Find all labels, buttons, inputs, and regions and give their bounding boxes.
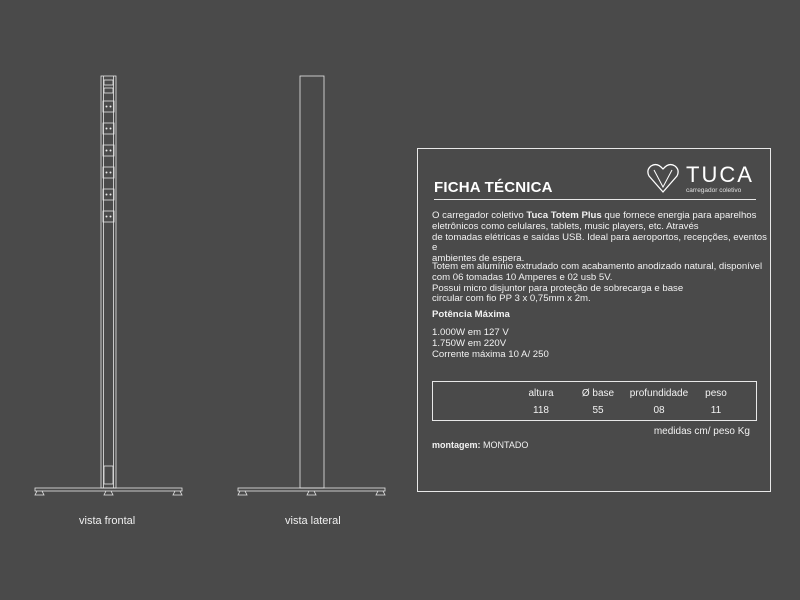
- front-view-caption: vista frontal: [79, 515, 136, 527]
- socket: [103, 145, 114, 156]
- side-view-caption: vista lateral: [285, 515, 341, 527]
- mounting-label: montagem:: [432, 440, 481, 450]
- dimension-header: peso: [705, 388, 727, 399]
- description-text: que fornece energia para aparelhos: [601, 210, 757, 221]
- mounting-info: [432, 440, 528, 450]
- front-view-drawing: [35, 76, 182, 495]
- brand-logo: [646, 159, 766, 199]
- dimension-value: 118: [533, 405, 549, 416]
- details-line: circular com fio PP 3 x 0,75mm x 2m.: [432, 293, 591, 305]
- power-heading: Potência Máxima: [432, 309, 510, 320]
- breaker-switch: [104, 466, 113, 484]
- dimension-header: Ø base: [581, 388, 615, 399]
- power-line: Corrente máxima 10 A/ 250: [432, 348, 549, 360]
- details-line: Possui micro disjuntor para proteção de sobrecarga e base: [432, 282, 684, 294]
- details-line: Totem em alumínio extrudado com acabamento anodizado natural, disponível: [432, 261, 763, 272]
- description-paragraph: [432, 211, 767, 265]
- details-paragraph: [432, 262, 767, 305]
- socket: [103, 189, 114, 200]
- usb-port: [104, 80, 113, 85]
- dimension-header: profundidade: [629, 388, 689, 399]
- socket: [103, 101, 114, 112]
- side-view-drawing: [238, 76, 385, 495]
- spec-card: [417, 148, 771, 492]
- socket: [103, 123, 114, 134]
- details-line: com 06 tomadas 10 Amperes e 02 usb 5V.: [432, 271, 613, 283]
- power-list: [432, 328, 767, 360]
- dimension-value: 55: [592, 405, 604, 416]
- usb-port: [104, 88, 113, 93]
- dimensions-table: [432, 381, 757, 421]
- power-line: 1.750W em 220V: [432, 337, 507, 349]
- heart-outline-icon: [646, 161, 680, 195]
- socket-group: [103, 101, 114, 222]
- spec-title: FICHA TÉCNICA: [434, 179, 553, 196]
- power-line: 1.000W em 127 V: [432, 327, 509, 338]
- description-text: O carregador coletivo: [432, 210, 527, 221]
- dimension-header: altura: [528, 388, 554, 399]
- brand-tagline: carregador coletivo: [686, 187, 742, 194]
- description-line: ambientes de espera.: [432, 253, 525, 265]
- description-line: eletrônicos como celulares, tablets, music players, etc. Através: [432, 220, 699, 232]
- dimension-value: 11: [710, 405, 722, 416]
- totem-side-base: [238, 488, 385, 491]
- description-line: de tomadas elétricas e saídas USB. Ideal para aeroportos, recepções, eventos e: [432, 231, 767, 254]
- socket: [103, 211, 114, 222]
- dimension-value: 08: [653, 405, 665, 416]
- totem-front-base: [35, 488, 182, 491]
- brand-name: TUCA: [686, 162, 754, 187]
- mounting-value: MONTADO: [480, 440, 529, 450]
- socket: [103, 167, 114, 178]
- totem-side-body: [300, 76, 324, 488]
- units-note: medidas cm/ peso Kg: [653, 426, 750, 437]
- product-name: Tuca Totem Plus: [526, 210, 602, 221]
- header-divider: [434, 199, 756, 200]
